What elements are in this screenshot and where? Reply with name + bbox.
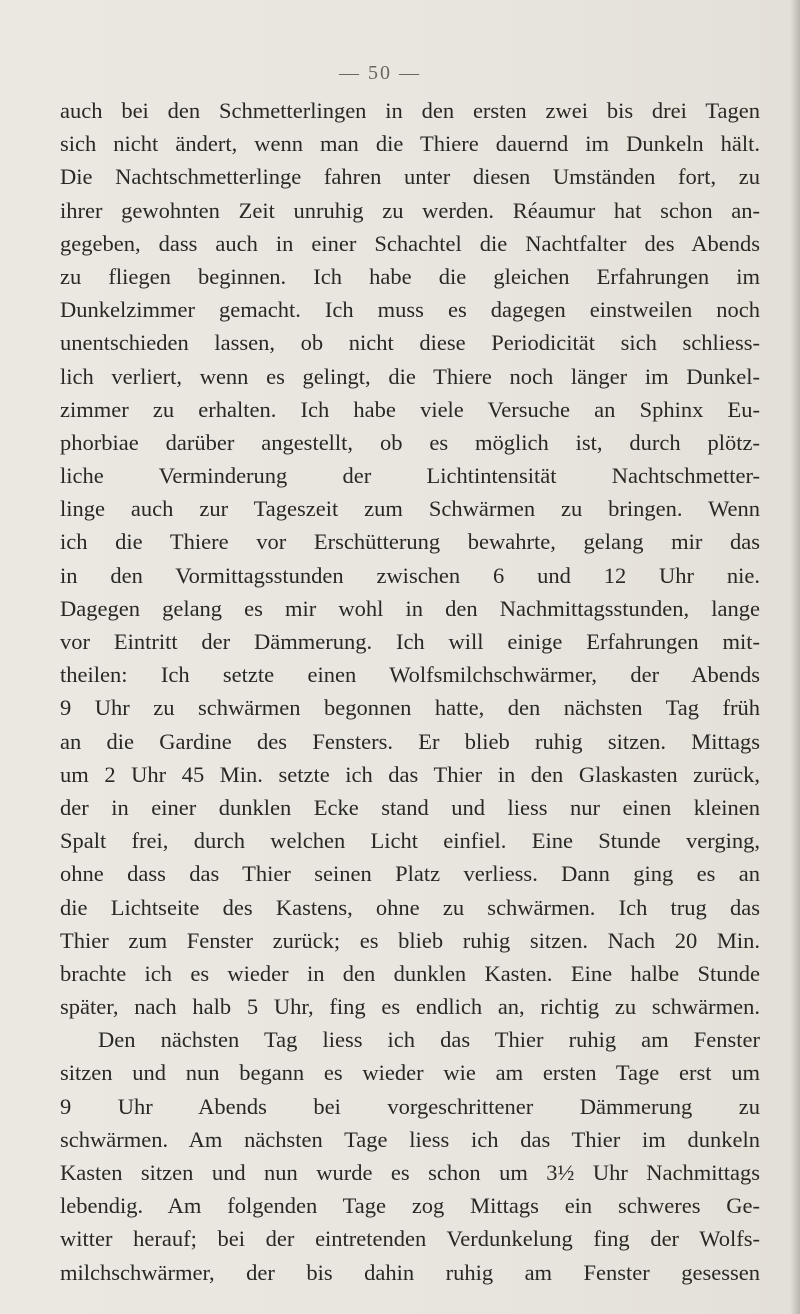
text-line: an die Gardine des Fensters. Er blieb ruhig sitzen. Mittags xyxy=(60,728,760,754)
text-line: milchschwärmer, der bis dahin ruhig am Fenster gesessen xyxy=(60,1259,760,1285)
text-line: ohne dass das Thier seinen Platz verliess. Dann ging es an xyxy=(60,861,760,887)
text-line: Dagegen gelang es mir wohl in den Nachmittagsstunden, lange xyxy=(60,595,760,621)
text-line: 9 Uhr zu schwärmen begonnen hatte, den nächsten Tag früh xyxy=(60,695,760,721)
text-line: zu fliegen beginnen. Ich habe die gleichen Erfahrungen im xyxy=(60,263,760,289)
text-line: gegeben, dass auch in einer Schachtel die Nachtfalter des Abends xyxy=(60,230,760,256)
text-line: in den Vormittagsstunden zwischen 6 und 12 Uhr nie. xyxy=(60,562,760,588)
text-line: liche Verminderung der Lichtintensität Nachtschmetter- xyxy=(60,463,760,489)
body-text xyxy=(60,94,760,1289)
text-line: Die Nachtschmetterlinge fahren unter diesen Umständen fort, zu xyxy=(60,164,760,190)
text-line-paragraph-start: Den nächsten Tag liess ich das Thier ruhig am Fenster xyxy=(98,1027,760,1053)
text-line: auch bei den Schmetterlingen in den ersten zwei bis drei Tagen xyxy=(60,98,760,123)
text-line: witter herauf; bei der eintretenden Verdunkelung fing der Wolfs- xyxy=(60,1226,760,1252)
text-line: ich die Thiere vor Erschütterung bewahrte, gelang mir das xyxy=(60,529,760,555)
text-line: Dunkelzimmer gemacht. Ich muss es dagegen einstweilen noch xyxy=(60,297,760,323)
text-line: Spalt frei, durch welchen Licht einfiel. Eine Stunde verging, xyxy=(60,828,760,854)
text-line: der in einer dunklen Ecke stand und liess nur einen kleinen xyxy=(60,794,760,820)
text-line: Kasten sitzen und nun wurde es schon um 3½ Uhr Nachmittags xyxy=(60,1160,760,1185)
text-line: lich verliert, wenn es gelingt, die Thiere noch länger im Dunkel- xyxy=(60,363,760,389)
text-line: theilen: Ich setzte einen Wolfsmilchschwärmer, der Abends xyxy=(60,662,760,688)
text-line: Thier zum Fenster zurück; es blieb ruhig sitzen. Nach 20 Min. xyxy=(60,927,760,953)
text-line: später, nach halb 5 Uhr, fing es endlich an, richtig zu schwärmen. xyxy=(60,994,760,1020)
page-number: — 50 — xyxy=(339,62,421,84)
text-line: um 2 Uhr 45 Min. setzte ich das Thier in den Glaskasten zurück, xyxy=(60,761,760,787)
text-line: brachte ich es wieder in den dunklen Kasten. Eine halbe Stunde xyxy=(60,960,760,986)
text-line: vor Eintritt der Dämmerung. Ich will einige Erfahrungen mit- xyxy=(60,629,760,654)
text-line: zimmer zu erhalten. Ich habe viele Versuche an Sphinx Eu- xyxy=(60,396,760,422)
text-line: linge auch zur Tageszeit zum Schwärmen zu bringen. Wenn xyxy=(60,496,760,522)
text-line: sitzen und nun begann es wieder wie am ersten Tage erst um xyxy=(60,1060,760,1086)
text-line: sich nicht ändert, wenn man die Thiere dauernd im Dunkeln hält. xyxy=(60,131,760,157)
text-line: lebendig. Am folgenden Tage zog Mittags ein schweres Ge- xyxy=(60,1193,760,1219)
text-line: die Lichtseite des Kastens, ohne zu schwärmen. Ich trug das xyxy=(60,894,760,920)
text-line: ihrer gewohnten Zeit unruhig zu werden. Réaumur hat schon an- xyxy=(60,197,760,223)
page-edge-shadow xyxy=(790,0,800,1314)
text-line: schwärmen. Am nächsten Tage liess ich das Thier im dunkeln xyxy=(60,1126,760,1152)
text-line: unentschieden lassen, ob nicht diese Periodicität sich schliess- xyxy=(60,330,760,356)
text-line: 9 Uhr Abends bei vorgeschrittener Dämmerung zu xyxy=(60,1093,760,1119)
text-line: phorbiae darüber angestellt, ob es möglich ist, durch plötz- xyxy=(60,429,760,455)
